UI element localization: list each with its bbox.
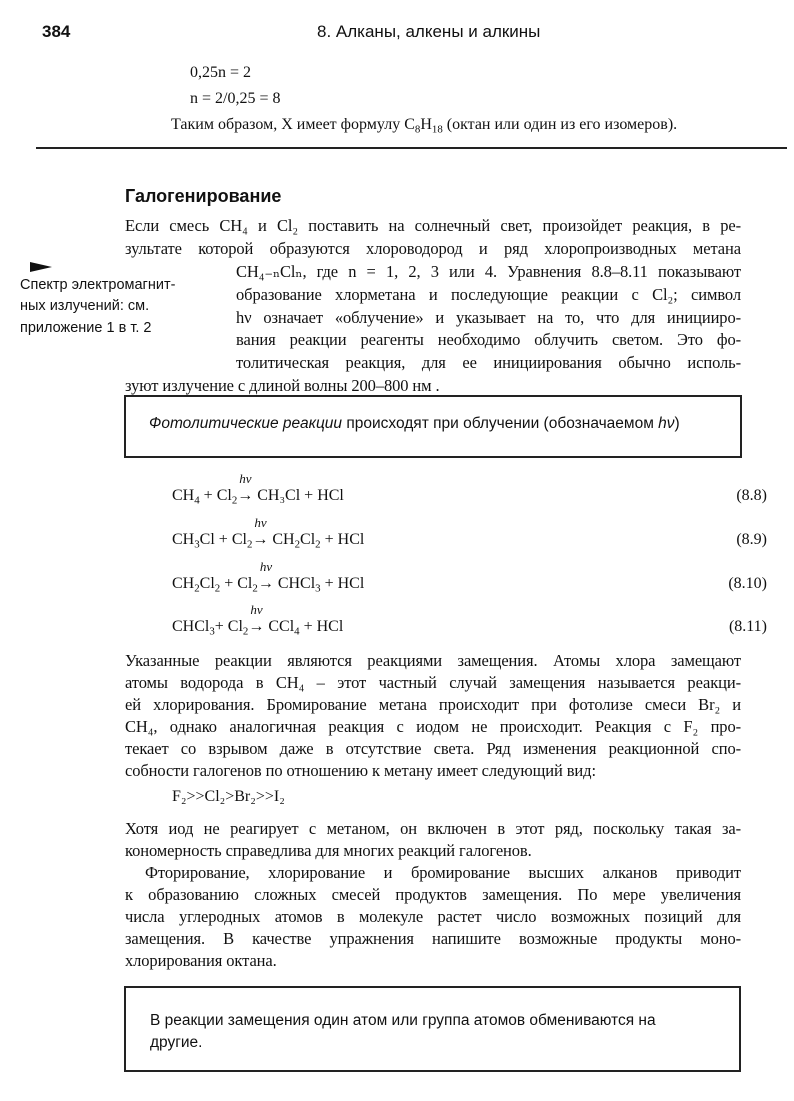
hv-label: hν — [250, 602, 263, 617]
equation-8-9: $CH_3Cl + Cl_2$ hν → $CH_2Cl_2$ + HCl — [172, 515, 365, 551]
calc-line-2: n = 2/0,25 = 8 — [190, 90, 281, 107]
definition-text — [149, 415, 680, 433]
text-line: зуют излучение с длиной волны 200–800 нм . — [125, 376, 440, 395]
hv-symbol: hν — [658, 415, 675, 432]
equation-number: (8.9) — [736, 531, 767, 548]
equation-8-10: $CH_2Cl_2 + Cl_2$ hν → CHCl$_3$ + HCl — [172, 559, 365, 595]
definition-box-photolytic — [124, 395, 742, 458]
text-line: собности галогенов по отношению к метану имеет следующий вид: — [125, 761, 596, 780]
definition-line: В реакции замещения один атом или группа атомов обмениваются на — [150, 1012, 656, 1029]
text-line: замещения. В качестве упражнения напишите возможные продукты моно- — [125, 929, 741, 948]
sidenote — [20, 275, 175, 339]
text-line: CH₄₋ₙClₙ, где n = 1, 2, 3 или 4. Уравнения 8.8–8.11 показывают — [236, 262, 741, 281]
definition-body: ) — [674, 415, 680, 432]
sidenote-line: ных излучений: см. — [20, 298, 150, 315]
hv-label: hν — [239, 471, 252, 486]
text-line: зультате которой образуются хлороводород и ряд хлоропроизводных метана — [125, 239, 741, 258]
calc-conclusion — [171, 116, 677, 134]
text-line: Фторирование, хлорирование и бромирование высших алканов приводит — [145, 863, 741, 882]
equation-number: (8.8) — [736, 487, 767, 504]
hv-label: hν — [254, 515, 267, 530]
definition-term: Фотолитические реакции — [149, 415, 343, 432]
reaction-arrow: hν → — [237, 471, 254, 504]
text-line: образование хлорметана и последующие реакции с Cl₂; символ — [236, 285, 741, 304]
definition-text — [150, 1010, 656, 1054]
text-line: hν означает «облучение» и указывает на то, что для иницииро- — [236, 308, 741, 327]
hv-label: hν — [259, 559, 273, 574]
margin-arrow-icon — [30, 262, 52, 272]
text-line: Если смесь CH₄ и Cl₂ поставить на солнечный свет, произойдет реакция, в ре- — [125, 216, 741, 235]
sidenote-line: Спектр электромагнит- — [20, 277, 176, 293]
reaction-arrow: hν → — [257, 559, 274, 592]
reaction-arrow: hν → — [248, 602, 265, 635]
equation-8-8: $CH_4 + Cl_2$ hν → CH₃Cl + HCl — [172, 471, 344, 507]
conclusion-text: H — [420, 116, 432, 133]
definition-box-substitution — [124, 986, 741, 1072]
text-line: ей хлорирования. Бромирование метана происходит при фотолизе смеси Br₂ и — [125, 695, 741, 714]
text-line: толитическая реакция, для ее инициирования обычно исполь- — [236, 353, 741, 372]
text-line: кономерность справедлива для многих реакций галогенов. — [125, 841, 532, 860]
sidenote-line: приложение 1 в т. 2 — [20, 319, 152, 336]
text-line: текает со взрывом даже в отсутствие света. Ряд изменения реакционной спо- — [125, 739, 741, 758]
equation-number: (8.11) — [728, 618, 767, 635]
text-line: числа углеродных атомов в молекуле растет число возможных позиций для — [125, 907, 741, 926]
conclusion-text: Таким образом, X имеет формулу C — [171, 116, 415, 133]
definition-line: другие. — [150, 1034, 203, 1051]
text-line: к образованию сложных смесей продуктов замещения. По мере увеличения — [125, 885, 741, 904]
reactivity-series: F₂>>Cl₂>Br₂>>I₂ — [172, 788, 285, 805]
subscript: 18 — [431, 123, 443, 136]
running-head: 8. Алканы, алкены и алкины — [317, 22, 541, 41]
page-number: 384 — [42, 22, 71, 41]
text-line: Хотя иод не реагирует с метаном, он включен в этот ряд, поскольку такая за- — [125, 819, 741, 838]
section-title: Галогенирование — [125, 186, 282, 206]
reaction-arrow: hν → — [252, 515, 269, 548]
text-line: хлорирования октана. — [125, 951, 277, 970]
conclusion-text: (октан или один из его изомеров). — [442, 116, 678, 133]
text-line: CH₄, однако аналогичная реакция с иодом не происходит. Реакция с F₂ про- — [125, 717, 741, 736]
products: CH₃Cl + HCl — [257, 487, 344, 504]
text-line: Указанные реакции являются реакциями замещения. Атомы хлора замещают — [125, 651, 741, 670]
section-divider — [36, 147, 787, 149]
calc-line-1: 0,25n = 2 — [190, 64, 252, 81]
text-line: атомы водорода в CH₄ – этот частный случай замещения называется реакци- — [125, 673, 741, 692]
equation-8-11: CHCl$_3$+ $Cl_2$ hν → CCl$_4$ + HCl — [172, 602, 344, 638]
subscript: 8 — [414, 123, 421, 136]
definition-body: происходят при облучении (обозначаемом — [342, 415, 659, 432]
text-line: вания реакции реагенты необходимо облучить светом. Это фо- — [236, 330, 741, 349]
equation-number: (8.10) — [728, 575, 767, 592]
